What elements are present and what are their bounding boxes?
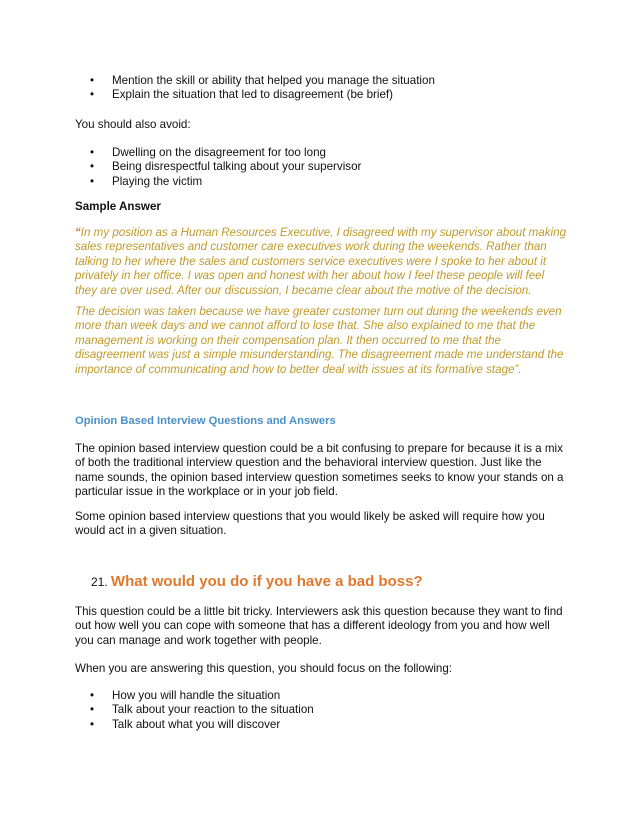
list-item: • Being disrespectful talking about your supervisor — [90, 160, 361, 174]
opinion-paragraph-1: The opinion based interview question could be a bit confusing to prepare for because it is a mix of both the traditional interview question and the behavioral interview question. Just like the name sounds, the opinion based interview question sometimes seeks to know your stands on a particular issue in the workplace or in your job field. — [75, 442, 564, 499]
opinion-paragraph-2: Some opinion based interview questions that you would likely be asked will require how you would act in a given situation. — [75, 510, 545, 538]
bullet-list-3 — [90, 689, 314, 732]
list-item: • Mention the skill or ability that helped you manage the situation — [90, 74, 435, 88]
sample-answer-text-1: In my position as a Human Resources Executive, I disagreed with my supervisor about making sales representatives and customer care executives work during the weekends. Rather than talking to her where the sales and customers service executives were I spoke to her about it privately in her office. I was open and honest with her about how I feel these people will feel they are over used. After our discussion, I became clear about the motive of the decision. — [75, 226, 567, 297]
list-item: • Explain the situation that led to disagreement (be brief) — [90, 88, 435, 102]
list-item: • Talk about your reaction to the situation — [90, 703, 314, 717]
opening-quote-mark: “ — [75, 226, 81, 239]
list-item: • How you will handle the situation — [90, 689, 314, 703]
list-item: • Playing the victim — [90, 175, 361, 189]
question-number: 21. — [91, 575, 108, 589]
also-avoid-text: You should also avoid: — [75, 118, 191, 131]
bullet-list-2 — [90, 146, 361, 189]
list-item: • Dwelling on the disagreement for too long — [90, 146, 361, 160]
section-heading-opinion: Opinion Based Interview Questions and Answers — [75, 415, 336, 427]
question-title: What would you do if you have a bad boss? — [110, 573, 423, 590]
bullet-list-1 — [90, 74, 435, 103]
sample-answer-paragraph-2: The decision was taken because we have greater customer turn out during the weekends even more than week days and we cannot afford to lose that. She also explained to me that the management is working on their compensation plan. It then occurred to me that the disagreement was just a simple misunderstanding. The disagreement made me understand the importance of communicating and how to better deal with issues at its formative stage”. — [75, 305, 564, 376]
question-paragraph-1: This question could be a little bit tricky. Interviewers ask this question because they want to find out how well you can cope with someone that has a different ideology from you and how well you can manage and work together with people. — [75, 605, 563, 647]
question-paragraph-2: When you are answering this question, you should focus on the following: — [75, 662, 453, 675]
question-heading — [91, 575, 423, 590]
sample-answer-paragraph-1 — [75, 226, 567, 298]
sample-answer-heading: Sample Answer — [75, 200, 161, 213]
list-item: • Talk about what you will discover — [90, 718, 314, 732]
